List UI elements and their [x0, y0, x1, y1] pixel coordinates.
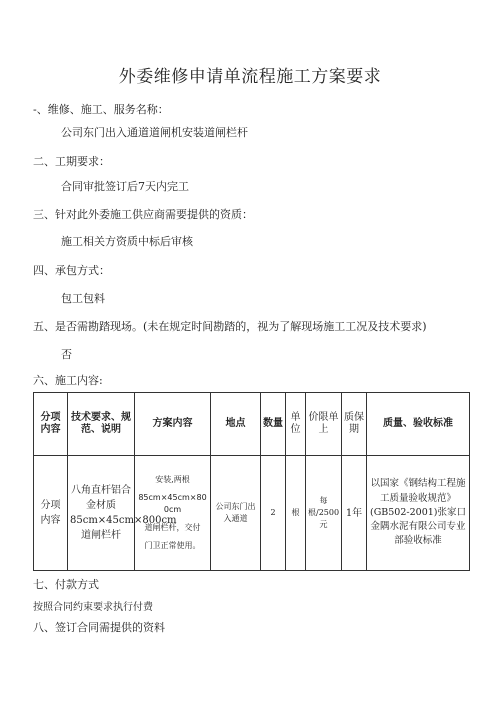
table-header-row [34, 393, 470, 456]
plan-line-3: 道闸栏杆，交付 [144, 523, 201, 532]
cell-unit: 根 [286, 456, 306, 571]
section-3-content: 施工相关方资质中标后审核 [61, 235, 193, 248]
section-1-heading: -、维修、施工、服务名称： [33, 103, 169, 116]
cell-plan [135, 456, 211, 571]
cell-tech: 八角直杆铝合金材质85cm×45cm×800cm道闸栏杆 [68, 456, 135, 571]
plan-line-4: 门卫正常使用。 [144, 541, 201, 550]
cell-quality: 以国家《钢结构工程施工质量验收规范》(GB502-2001)张家口金隅水泥有限公司专业部验收标准 [367, 456, 470, 571]
col-header-item: 分项内容 [34, 393, 68, 456]
section-5-content: 否 [61, 348, 72, 361]
section-2-content: 合同审批签订后7天内完工 [61, 180, 189, 193]
section-5-heading: 五、是否需勘踏现场。(未在规定时间勘踏的，视为了解现场施工工况及技术要求) [33, 320, 427, 333]
section-7-heading: 七、付款方式 [33, 578, 99, 591]
col-header-qty: 数量 [261, 393, 286, 456]
cell-qty: 2 [261, 456, 286, 571]
col-header-warranty: 质保期 [342, 393, 367, 456]
section-4-heading: 四、承包方式： [33, 264, 110, 277]
col-header-plan: 方案内容 [135, 393, 211, 456]
section-3-heading: 三、针对此外委施工供应商需要提供的资质： [33, 208, 253, 221]
section-6-heading: 六、施工内容: [33, 374, 103, 387]
cell-warranty: 1年 [342, 456, 367, 571]
cell-price: 每根/2500元 [306, 456, 342, 571]
col-header-price: 价限单上 [306, 393, 342, 456]
section-4-content: 包工包料 [61, 292, 105, 305]
cell-location: 公司东门出入通道 [211, 456, 261, 571]
plan-line-1: 安装,两根 [155, 475, 190, 484]
table-row [34, 456, 470, 571]
plan-line-2: 85cm×45cm×800cm [138, 493, 207, 514]
cell-item: 分项内容 [34, 456, 68, 571]
section-1-content: 公司东门出入通道道闸机安装道闸栏杆 [61, 126, 248, 139]
document-title: 外委维修申请单流程施工方案要求 [118, 67, 382, 87]
construction-content-table [33, 392, 470, 571]
col-header-location: 地点 [211, 393, 261, 456]
section-8-heading: 八、签订合同需提供的资料 [33, 621, 165, 634]
section-2-heading: 二、工期要求： [33, 155, 110, 168]
section-7-content: 按照合同约束要求执行付费 [33, 602, 153, 613]
col-header-unit: 单位 [286, 393, 306, 456]
col-header-tech: 技术要求、规范、说明 [68, 393, 135, 456]
col-header-quality: 质量、验收标准 [367, 393, 470, 456]
